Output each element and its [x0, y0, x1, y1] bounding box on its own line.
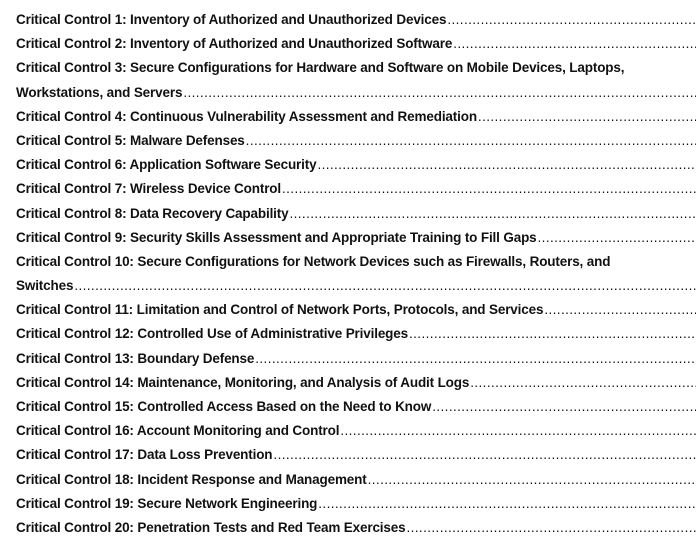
- toc-entry-16: [16, 419, 696, 443]
- toc-entry-17-text: Critical Control 17: Data Loss Prevention: [16, 447, 273, 463]
- dot-leader: [289, 202, 696, 226]
- toc-entry-8: [16, 202, 696, 226]
- toc-entry-14: [16, 371, 696, 395]
- toc-entry-15-text: Critical Control 15: Controlled Access Based on the Need to Know: [16, 399, 432, 414]
- dot-leader: [183, 81, 696, 105]
- toc-entry-17: [16, 443, 696, 467]
- dot-leader: [368, 468, 696, 492]
- table-of-contents: [16, 8, 696, 540]
- toc-entry-1: [16, 8, 696, 32]
- toc-entry-10-line-2: [16, 274, 696, 298]
- toc-entry-19-text: Critical Control 19: Secure Network Engineering: [16, 495, 318, 511]
- toc-entry-18-text: Critical Control 18: Incident Response and Management: [16, 471, 367, 487]
- toc-entry-19: [16, 492, 696, 516]
- toc-entry-3-line-1: [16, 56, 696, 80]
- dot-leader: [318, 492, 696, 516]
- toc-entry-15: [16, 395, 696, 419]
- toc-entry-2-text: Critical Control 2: Inventory of Authorized and Unauthorized Software: [16, 36, 453, 52]
- toc-entry-20-text: Critical Control 20: Penetration Tests and Red Team Exercises: [16, 519, 406, 535]
- toc-entry-12-text: Critical Control 12: Controlled Use of Administrative Privileges: [16, 326, 408, 342]
- dot-leader: [255, 347, 696, 371]
- dot-leader: [409, 322, 696, 346]
- toc-entry-10-text: Critical Control 10: Secure Configurations for Network Devices such as Firewalls, Routers, and: [16, 253, 611, 269]
- toc-entry-14-text: Critical Control 14: Maintenance, Monitoring, and Analysis of Audit Logs: [16, 374, 470, 390]
- dot-leader: [74, 274, 696, 298]
- toc-entry-6: [16, 153, 696, 177]
- toc-entry-13-text: Critical Control 13: Boundary Defense: [16, 350, 255, 366]
- toc-entry-16-text: Critical Control 16: Account Monitoring and Control: [16, 423, 340, 439]
- dot-leader: [432, 395, 696, 419]
- toc-entry-9-text: Critical Control 9: Security Skills Assessment and Appropriate Training to Fill Gaps: [16, 229, 537, 245]
- dot-leader: [453, 32, 696, 56]
- toc-entry-1-text: Critical Control 1: Inventory of Authorized and Unauthorized Devices: [16, 12, 447, 27]
- toc-entry-4: [16, 105, 696, 129]
- dot-leader: [470, 371, 696, 395]
- toc-entry-13: [16, 347, 696, 371]
- toc-entry-10-continuation: Switches: [16, 278, 74, 294]
- toc-entry-3-continuation: Workstations, and Servers: [16, 84, 183, 100]
- toc-entry-7-text: Critical Control 7: Wireless Device Control: [16, 181, 281, 197]
- dot-leader: [282, 177, 696, 201]
- dot-leader: [447, 8, 696, 32]
- toc-entry-11-text: Critical Control 11: Limitation and Control of Network Ports, Protocols, and Services: [16, 302, 544, 318]
- toc-entry-12: [16, 322, 696, 346]
- dot-leader: [538, 226, 696, 250]
- toc-entry-11: [16, 298, 696, 322]
- dot-leader: [273, 443, 696, 467]
- toc-entry-3-text: Critical Control 3: Secure Configurations for Hardware and Software on Mobile Devices, Laptops,: [16, 60, 625, 76]
- toc-entry-2: [16, 32, 696, 56]
- toc-entry-10-line-1: [16, 250, 696, 274]
- toc-entry-7: [16, 177, 696, 201]
- toc-entry-8-text: Critical Control 8: Data Recovery Capability: [16, 205, 289, 221]
- toc-entry-6-text: Critical Control 6: Application Software Security: [16, 157, 317, 173]
- dot-leader: [340, 419, 696, 443]
- toc-entry-18: [16, 468, 696, 492]
- dot-leader: [478, 105, 696, 129]
- toc-entry-5: [16, 129, 696, 153]
- dot-leader: [246, 129, 696, 153]
- dot-leader: [544, 298, 696, 322]
- toc-entry-4-text: Critical Control 4: Continuous Vulnerability Assessment and Remediation: [16, 108, 477, 124]
- toc-entry-3-line-2: [16, 81, 696, 105]
- toc-entry-5-text: Critical Control 5: Malware Defenses: [16, 132, 245, 148]
- toc-entry-9: [16, 226, 696, 250]
- dot-leader: [317, 153, 696, 177]
